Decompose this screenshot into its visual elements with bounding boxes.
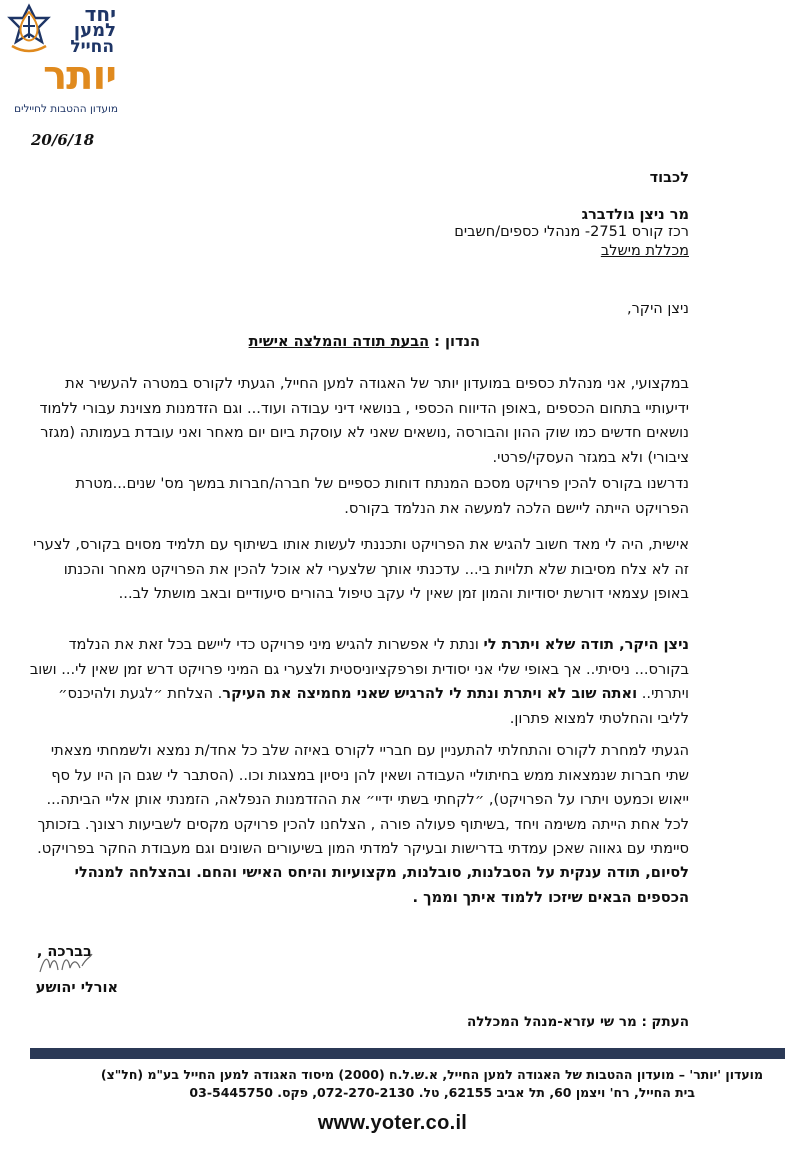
footer-address: בית החייל, רח' ויצמן 60, תל אביב 62155, טל. 072-270-2130, פקס. 03-5445750 — [189, 1085, 695, 1100]
paragraph-1: במקצועי, אני מנהלת כספים במועדון יותר של האגודה למען החייל, הגעתי לקורס במטרה להעשיר את ידיעותיי בתחום הכספים ,באופן הדיווח הכספי , בנושאי דיני עבודה ועוד... וגם הזדמנות מצוינת עבורי ללמוד נושאים חדשים כמו שוק ההון והבורסה ,נושאים שאני לא עוסקת ביום יום מאחר ואני עובדת בעמותה (מגזר ציבורי) ולא במגזר העסקי/פרטי. — [39, 375, 689, 466]
letter-date: 20/6/18 — [31, 131, 95, 149]
logo-slogan-line3: החייל — [70, 37, 114, 57]
paragraph-2: נדרשנו בקורס להכין פרויקט מסכם המנתח דוחות כספיים של חברה/חברות במשך מס' שנים...מטרת הפרויקט הייתה ליישם הלכה למעשה את הנלמד בקורס. — [75, 475, 689, 517]
paragraph-4-text-1: ונתת לי אפשרות להגיש מיני פרויקט כדי ליישם בכל זאת את הנלמד בקורס... ניסיתי.. אך באופי שלי אני יסודית ופרפקציוניסטית ולצערי גם המיני פרויקט דרש זמן שאין לי... ושוב ויתרתי.. — [29, 636, 689, 702]
paragraph-3: אישית, היה לי מאד חשוב להגיש את הפרויקט ותכננתי לעשות אותו בשיתוף עם תלמיד מסוים בקורס, לצערי זה לא צלח מסיבות שלא תלויות בי... עדכנתי אותך שלצערי לא אוכל להכין את הפרויקט מאחר והכנתו באופן עצמאי דורשת יסודיות והמון זמן שאין לי עקב טיפול בהורים סיעודיים ובאב מושתל לב... — [33, 536, 689, 602]
recipient-organization: מכללת מישלב — [600, 243, 689, 259]
signer-name: אורלי יהושע — [35, 980, 118, 996]
subject-prefix: הנדון : — [429, 334, 480, 350]
paragraph-4-bold-1: ניצן היקר, תודה שלא ויתרת לי — [483, 636, 689, 653]
organization-logo — [2, 0, 122, 122]
paragraph-4 — [29, 633, 689, 731]
closing-paragraph: לסיום, תודה ענקית על הסבלנות, סובלנות, מקצועיות והיחס האישי והחם. ובהצלחה למנהלי הכספים הבאים שיזכו ללמוד איתך וממך . — [74, 864, 689, 906]
subject-line — [249, 334, 480, 350]
logo-tagline: מועדון ההטבות לחיילים — [14, 103, 118, 115]
footer-divider-bar — [30, 1048, 785, 1059]
subject-text: הבעת תודה והמלצה אישית — [248, 334, 430, 350]
cc-line: העתק : מר שי עזרא-מנהל המכללה — [466, 1014, 689, 1030]
footer-organization: מועדון 'יותר' – מועדון ההטבות של האגודה למען החייל, א.ש.ל.ח (2000) מיסוד האגודה למען החייל בע"מ (חל"צ) — [100, 1067, 763, 1082]
greeting: ניצן היקר, — [626, 301, 689, 317]
recipient-role: רכז קורס 2751- מנהלי כספים/חשבים — [454, 224, 689, 240]
star-emblem-icon — [4, 2, 54, 56]
paragraph-4-bold-2: ואתה שוב לא ויתרת ונתת לי להרגיש שאני מחמיצה את העיקר — [222, 685, 638, 702]
signoff: בברכה , — [36, 944, 92, 960]
paragraph-5: הגעתי למחרת לקורס והתחלתי להתעניין עם חבריי לקורס באיזה שלב כל אחד/ת נמצא ולשמחתי מצאתי שתי חברות שנמצאות ממש בחיתוליי העבודה ושאין להן ניסיון במצגות וכו.. (הסתבר לי שגם הן היו על סף ייאוש וכמעט ויתרו על הפרויקט), ״לקחתי בשתי ידיי״ את ההזדמנות הנפלאה, הזמנתי אותן אליי הביתה... לכל אחת הייתה משימה ויחד ,בשיתוף פעולה פורה , הצלחנו להכין פרויקט מקסים לשביעות רצונך. בזכותך סיימתי עם גאווה שאכן עמדתי בדרישות ובעיקר למדתי המון בשיעורים השונים וגם מעבודת החקר בפרויקט. — [37, 742, 689, 857]
logo-slogan-line1: יחד — [84, 2, 116, 26]
salutation-to: לכבוד — [649, 170, 689, 186]
website-link[interactable]: www.yoter.co.il — [317, 1112, 468, 1134]
recipient-name: מר ניצן גולדברג — [581, 207, 689, 223]
handwritten-signature — [36, 948, 96, 978]
logo-slogan-line2: למען — [73, 20, 116, 41]
logo-brand-name: יותר — [43, 53, 116, 99]
paragraph-4-text-2: . הצלחת ״לגעת ולהיכנס״ לליבי והחלטתי למצוא פתרון. — [58, 685, 689, 727]
